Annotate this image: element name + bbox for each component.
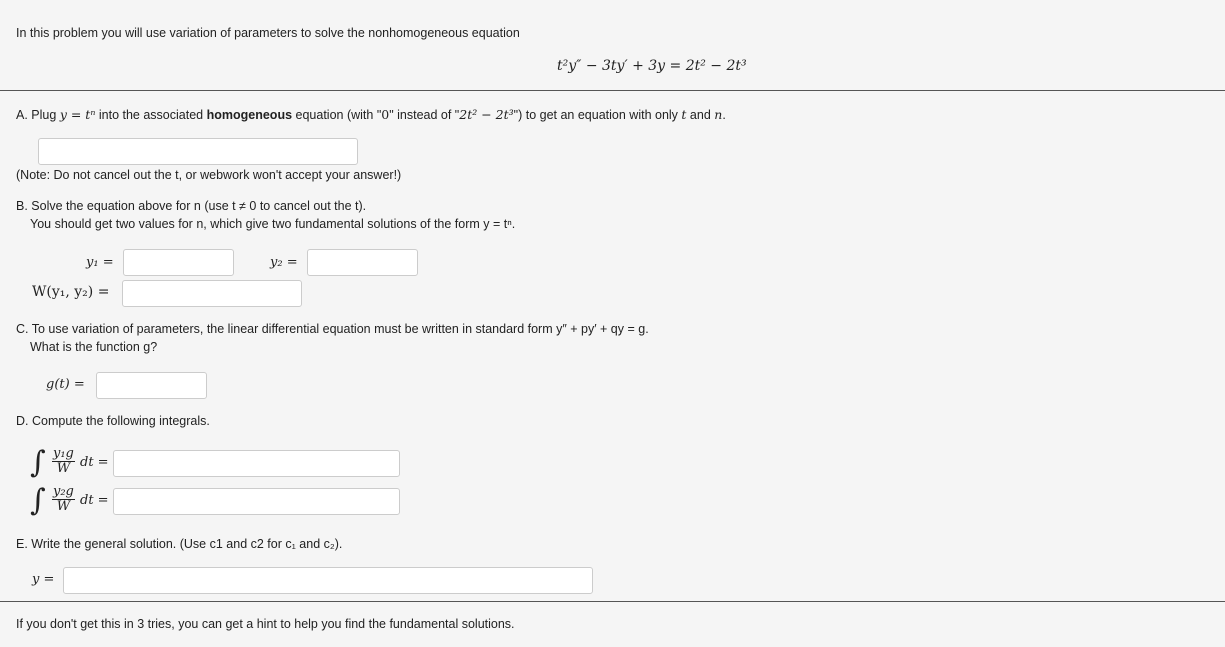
part-a-math-y-eq-tn: y = tⁿ: [59, 107, 96, 122]
part-a-note: (Note: Do not cancel out the t, or webwork won't accept your answer!): [16, 168, 402, 182]
integral-2-input[interactable]: [113, 488, 400, 515]
y1-input[interactable]: [123, 249, 234, 276]
part-b-prompt-line1: B. Solve the equation above for n (use t ≠ 0 to cancel out the t).: [16, 199, 367, 213]
part-d-prompt: D. Compute the following integrals.: [16, 414, 210, 428]
part-a-text-6: and: [689, 108, 711, 122]
integral-sign-1: ∫: [30, 445, 46, 480]
wronskian-label: W(y₁, y₂) =: [32, 284, 110, 300]
y2-input[interactable]: [307, 249, 418, 276]
hint-text: If you don't get this in 3 tries, you can get a hint to help you find the fundamental solutions.: [16, 617, 515, 631]
part-c-prompt-line1: C. To use variation of parameters, the linear differential equation must be written in standard form y″ + py′ + qy = g.: [16, 322, 649, 336]
wronskian-input[interactable]: [122, 280, 302, 307]
part-b-prompt-line2: You should get two values for n, which give two fundamental solutions of the form y = tⁿ.: [30, 217, 516, 231]
general-solution-input[interactable]: [63, 567, 593, 594]
integral-1-fraction: [52, 447, 75, 476]
main-equation: t²y″ − 3ty′ + 3y = 2t² − 2t³: [557, 58, 747, 74]
part-a-text-7: .: [722, 108, 726, 122]
integral-2-fraction: [52, 485, 75, 514]
g-label: g(t) =: [46, 377, 85, 392]
divider-bottom: [0, 601, 1225, 602]
integral-sign-2: ∫: [30, 483, 46, 518]
part-a-math-zero: 0: [381, 107, 390, 122]
part-e-prompt: E. Write the general solution. (Use c1 and c2 for c₁ and c₂).: [16, 537, 343, 551]
integral-1-denominator: W: [56, 461, 71, 476]
part-a-prompt: [16, 107, 726, 122]
part-a-answer-input[interactable]: [38, 138, 358, 165]
part-a-text-3: equation (with ": [295, 108, 382, 122]
integral-2-numerator: y₂g: [53, 484, 74, 499]
part-a-homogeneous: homogeneous: [206, 108, 293, 122]
g-input[interactable]: [96, 372, 207, 399]
y1-label: y₁ =: [86, 255, 114, 270]
part-c-prompt-line2: What is the function g?: [30, 340, 158, 354]
integral-1-dt: dt =: [80, 455, 109, 470]
divider-top: [0, 90, 1225, 91]
general-solution-label: y =: [32, 572, 55, 587]
integral-2-dt: dt =: [80, 493, 109, 508]
part-a-letter: A.: [16, 108, 28, 122]
part-a-text-4: " instead of ": [389, 108, 460, 122]
integral-2-denominator: W: [56, 499, 71, 514]
part-a-math-n: n: [714, 107, 723, 122]
integral-1-numerator: y₁g: [53, 446, 74, 461]
part-a-text-2: into the associated: [98, 108, 204, 122]
integral-1-input[interactable]: [113, 450, 400, 477]
part-a-math-rhs: 2t² − 2t³: [459, 107, 514, 122]
part-a-math-t: t: [681, 107, 687, 122]
intro-text: In this problem you will use variation of parameters to solve the nonhomogeneous equation: [16, 26, 520, 40]
y2-label: y₂ =: [270, 255, 298, 270]
part-a-text-1: Plug: [31, 108, 57, 122]
part-a-text-5: ") to get an equation with only: [513, 108, 678, 122]
